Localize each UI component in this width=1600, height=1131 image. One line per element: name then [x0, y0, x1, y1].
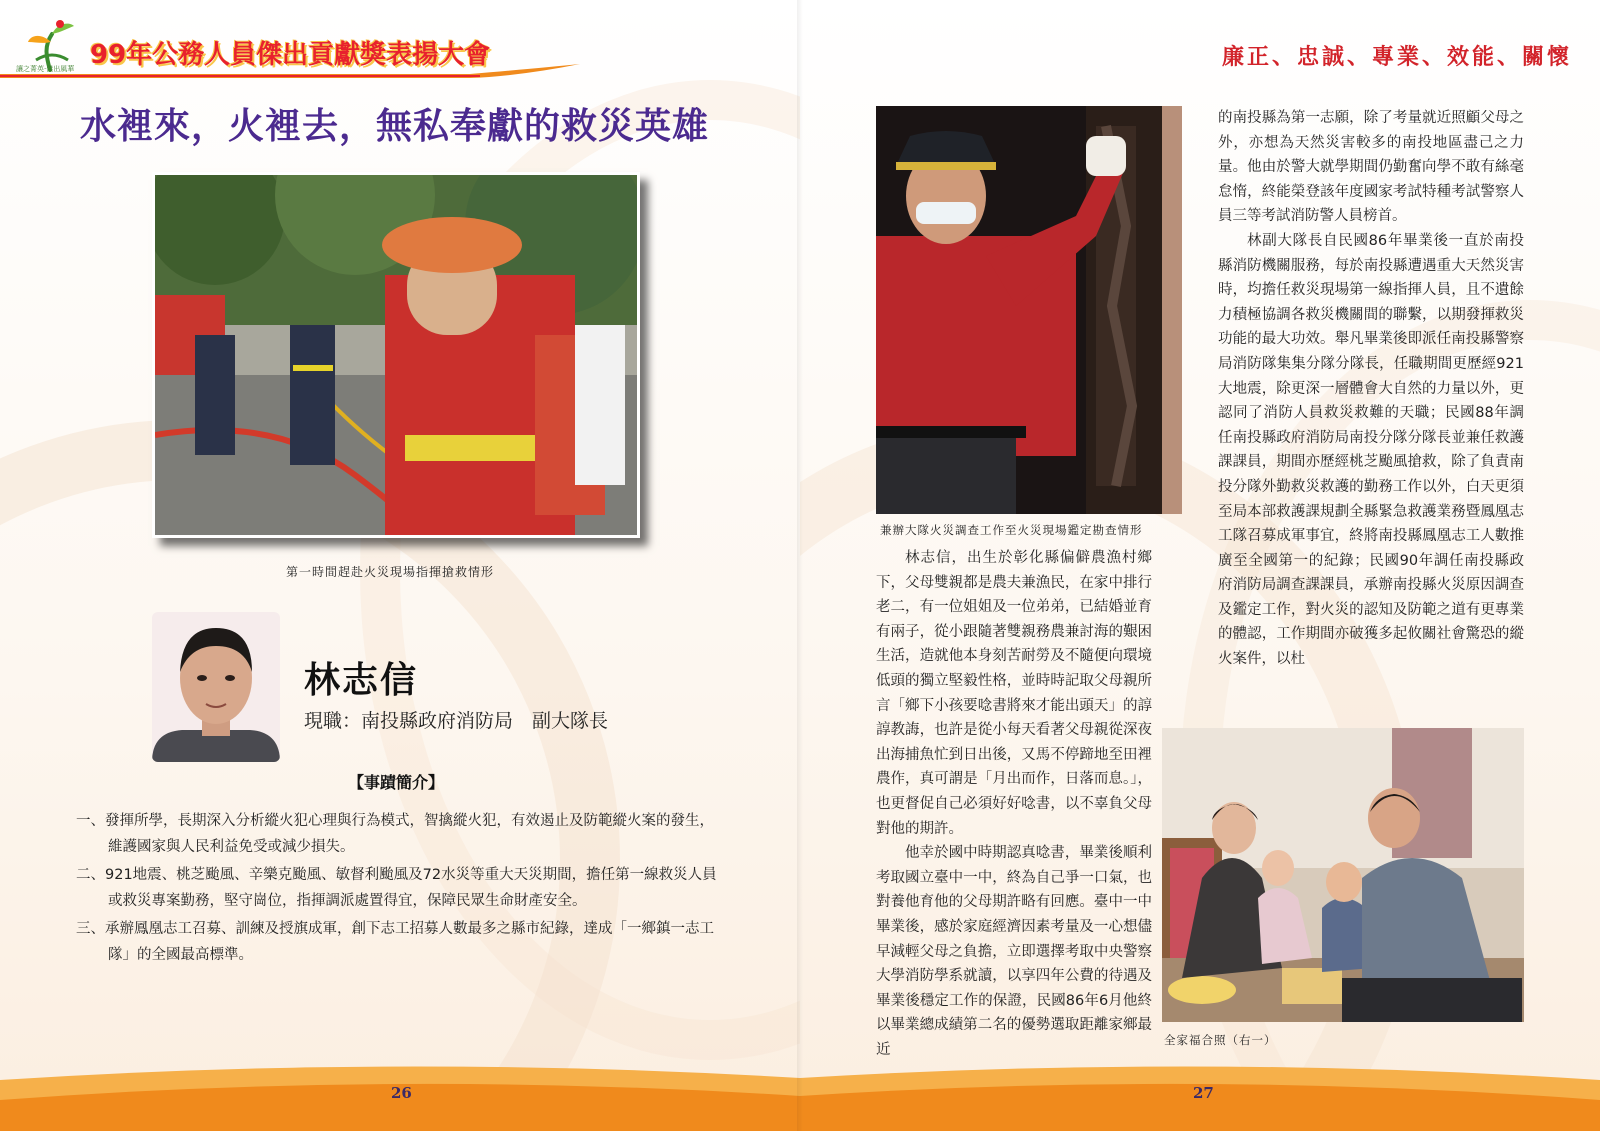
person-name: 林志信 [304, 659, 419, 701]
article-column-bottom [876, 546, 1152, 1062]
deeds-list [76, 808, 726, 970]
paragraph: 的南投縣為第一志願，除了考量就近照顧父母之外，亦想為天然災害較多的南投地區盡己之力量。他由於警大就學期間仍勤奮向學不敢有絲毫怠惰，終能榮登該年度國家考試特種考試警察人員三等考試消防警人員榜首。 [1218, 110, 1524, 225]
article-title: 水裡來，火裡去，無私奉獻的救災英雄 [80, 105, 710, 147]
paragraph: 林志信，出生於彰化縣偏僻農漁村鄉下，父母雙親都是農夫兼漁民，在家中排行老二，有一位姐姐及一位弟弟，已結婚並育有兩子，從小跟隨著雙親務農兼討海的艱困生活，造就他本身刻苦耐勞及不隨便向環境低頭的獨立堅毅性格，並時時記取父母親所言「鄉下小孩要唸書將來才能出頭天」的諄諄教誨，也許是從小每天看著父母親從深夜出海捕魚忙到日出後，又馬不停蹄地至田裡農作，真可謂是「月出而作，日落而息。」，也更督促自己必須好好唸書，以不辜負父母對他的期許。 [876, 550, 1152, 837]
event-title: 99年公務人員傑出貢獻獎表揚大會 [90, 40, 491, 70]
deed-item: 一、發揮所學，長期深入分析縱火犯心理與行為模式，智擒縱火犯，有效遏止及防範縱火案的發生，維護國家與人民利益免受或減少損失。 [76, 813, 714, 855]
paragraph: 他幸於國中時期認真唸書，畢業後順利考取國立臺中一中，終為自己爭一口氣，也對養他育他的父母期許略有回應。臺中一中畢業後，感於家庭經濟因素考量及一心想儘早減輕父母之負擔，立即選擇考取中央警察大學消防學系就讀，以享四年公費的待遇及畢業後穩定工作的保證，民國86年6月他終以畢業總成績第二名的優勢選取距離家鄉最近 [876, 845, 1152, 1058]
page-number: 27 [1193, 1084, 1214, 1102]
logo-caption: 讓之菁英‧傑出風華 [16, 65, 75, 73]
page-number: 26 [391, 1084, 412, 1102]
deed-item: 三、承辦鳳凰志工召募、訓練及授旗成軍，創下志工招募人數最多之縣市紀錄，達成「一鄉鎮一志工隊」的全國最高標準。 [76, 921, 714, 963]
portrait-photo [152, 612, 280, 762]
header-swoosh [0, 64, 580, 78]
person-position: 現職：南投縣政府消防局 副大隊長 [304, 710, 609, 732]
family-photo-caption: 全家福合照（右一） [1164, 1033, 1277, 1047]
main-photo-caption: 第一時間趕赴火災現場指揮搶救情形 [286, 565, 495, 579]
section-title: 【事蹟簡介】 [348, 773, 445, 792]
fire-investigation-photo [876, 106, 1182, 514]
family-photo [1162, 728, 1524, 1022]
fire-photo-caption: 兼辦大隊火災調查工作至火災現場鑑定勘查情形 [880, 523, 1143, 537]
motto-header: 廉正、忠誠、專業、效能、關懷 [1221, 44, 1572, 70]
page-gutter [797, 0, 803, 1131]
paragraph: 林副大隊長自民國86年畢業後一直於南投縣消防機關服務，每於南投縣遭遇重大天然災害時，均擔任救災現場第一線指揮人員，且不遺餘力積極協調各救災機關間的聯繫，以期發揮救災功能的最大功效。舉凡畢業後即派任南投縣警察局消防隊集集分隊分隊長，任職期間更歷經921大地震，除更深一層體會大自然的力量以外，更認同了消防人員救災救難的天職；民國88年調任南投縣政府消防局南投分隊分隊長並兼任救護課課員，期間亦歷經桃芝颱風搶救，除了負責南投分隊外勤救災救護的勤務工作以外，白天更須至局本部救護課規劃全縣緊急救護業務暨鳳凰志工隊召募成軍事宜，終將南投縣鳳凰志工人數推廣至全國第一的紀錄；民國90年調任南投縣政府消防局調查課課員，承辦南投縣火災原因調查及鑑定工作，對火災的認知及防範之道有更專業的體認，工作期間亦破獲多起攸關社會驚恐的縱火案件，以杜 [1218, 232, 1524, 668]
article-column-top [1218, 106, 1524, 672]
deed-item: 二、921地震、桃芝颱風、辛樂克颱風、敏督利颱風及72水災等重大天災期間，擔任第一線救災人員或救災專案勤務，堅守崗位，指揮調派處置得宜，保障民眾生命財產安全。 [76, 867, 717, 909]
firefighter-scene-photo [152, 172, 640, 538]
